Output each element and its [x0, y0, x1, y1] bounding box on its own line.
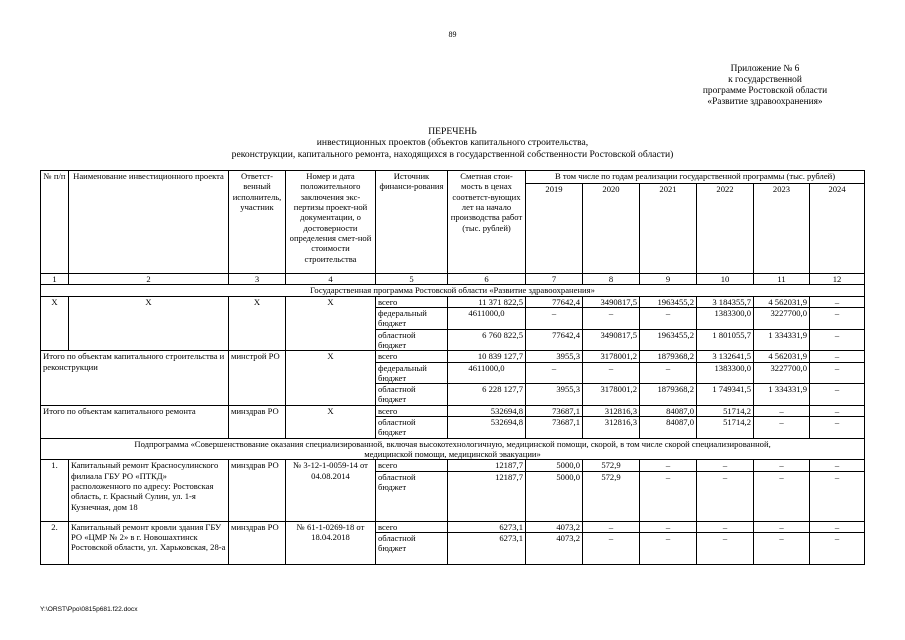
- cell-cost: 6 228 127,7: [448, 384, 526, 406]
- cell-value: 1963455,2: [640, 296, 697, 307]
- cell-source: всего: [376, 296, 448, 307]
- cell-value: –: [640, 521, 697, 532]
- cell-value: 572,9: [583, 460, 640, 471]
- column-number: 4: [286, 274, 376, 285]
- cell-value: 77642,4: [526, 296, 583, 307]
- cell-value: 3227700,0: [754, 362, 810, 384]
- cell-responsible: минздрав РО: [229, 460, 286, 521]
- cell-value: 1 749341,5: [697, 384, 754, 406]
- cell-value: 312816,3: [583, 417, 640, 439]
- cell-cost: 532694,8: [448, 417, 526, 439]
- appendix-line: Приложение № 6: [730, 64, 800, 74]
- file-path-footer: Y:\ORST\Ppo\0815p681.f22.docx: [40, 606, 138, 613]
- program-title-row: [41, 285, 865, 296]
- cell-value: 1 801055,7: [697, 329, 754, 351]
- cell-source: областной бюджет: [376, 417, 448, 439]
- cell-value: 4073,2: [526, 521, 583, 532]
- column-number: 7: [526, 274, 583, 285]
- cell-no: Х: [41, 296, 69, 351]
- cell-value: –: [526, 362, 583, 384]
- cell-value: –: [810, 460, 865, 471]
- cell-value: –: [810, 329, 865, 351]
- cell-value: –: [640, 532, 697, 564]
- title-line: инвестиционных проектов (объектов капитального строительства,: [316, 137, 589, 149]
- cell-value: 84087,0: [640, 405, 697, 416]
- column-number: 3: [229, 274, 286, 285]
- cell-no: 1.: [41, 460, 69, 521]
- subprogram-title: Подпрограмма «Совершенствование оказания специализированной, включая высокотехнологичную, медицинской помощи, скорой, в том числе скорой специализированной, медицинской помощи, медицинской эвакуации»: [41, 438, 865, 460]
- cell-cost: 4611000,0: [448, 307, 526, 329]
- cell-value: –: [640, 460, 697, 471]
- cell-value: 1383300,0: [697, 362, 754, 384]
- cell-value: 51714,2: [697, 405, 754, 416]
- cell-value: 3490817,5: [583, 296, 640, 307]
- header-year: 2023: [754, 184, 810, 274]
- cell-source: областной бюджет: [376, 532, 448, 564]
- cell-value: –: [640, 362, 697, 384]
- cell-name: Капитальный ремонт кровли здания ГБУ РО «ЦМР № 2» в г. Новошахтинск Ростовской области, ул. Харьковская, 28-а: [69, 521, 229, 564]
- cell-value: –: [810, 384, 865, 406]
- cell-name: Капитальный ремонт Красносулинского филиала ГБУ РО «ПТКД» расположенного по адресу: Ростовская область, г. Красный Сулин, ул. 1-я Кузнечная, дом 18: [69, 460, 229, 521]
- projects-table: [40, 170, 865, 565]
- cell-value: 4 562031,9: [754, 351, 810, 362]
- cell-source: всего: [376, 351, 448, 362]
- cell-value: –: [754, 405, 810, 416]
- header-responsible: Ответст-венный исполнитель, участник: [229, 171, 286, 274]
- cell-source: федеральный бюджет: [376, 362, 448, 384]
- appendix-line: «Развитие здравоохранения»: [707, 96, 823, 107]
- table-row: [41, 351, 865, 362]
- header-row: [41, 171, 865, 184]
- cell-expertise: Х: [286, 405, 376, 438]
- header-no: № п/п: [41, 171, 69, 274]
- cell-value: –: [754, 471, 810, 521]
- cell-value: 1879368,2: [640, 384, 697, 406]
- appendix-line: к государственной: [728, 74, 802, 85]
- cell-value: 77642,4: [526, 329, 583, 351]
- cell-value: –: [640, 307, 697, 329]
- cell-value: 3955,3: [526, 351, 583, 362]
- cell-value: –: [754, 417, 810, 439]
- cell-cost: 6273,1: [448, 532, 526, 564]
- cell-cost: 6273,1: [448, 521, 526, 532]
- table-row: [41, 521, 865, 532]
- cell-cost: 10 839 127,7: [448, 351, 526, 362]
- cell-value: 84087,0: [640, 417, 697, 439]
- cell-value: 3 184355,7: [697, 296, 754, 307]
- cell-source: федеральный бюджет: [376, 307, 448, 329]
- cell-value: 4073,2: [526, 532, 583, 564]
- table-row: [41, 296, 865, 307]
- cell-source: всего: [376, 405, 448, 416]
- cell-value: –: [754, 521, 810, 532]
- cell-value: –: [754, 532, 810, 564]
- cell-value: 3955,3: [526, 384, 583, 406]
- column-number: 9: [640, 274, 697, 285]
- title-line: реконструкции, капитального ремонта, находящихся в государственной собственности Ростовской области): [231, 148, 674, 160]
- total-capital-repair-label: Итого по объектам капитального ремонта: [41, 405, 229, 438]
- cell-source: областной бюджет: [376, 329, 448, 351]
- cell-value: –: [526, 307, 583, 329]
- header-year: 2020: [583, 184, 640, 274]
- subprogram-title-row: [41, 438, 865, 460]
- cell-value: 1879368,2: [640, 351, 697, 362]
- table-row: [41, 460, 865, 471]
- program-title: Государственная программа Ростовской области «Развитие здравоохранения»: [41, 285, 865, 296]
- header-year: 2019: [526, 184, 583, 274]
- cell-value: –: [697, 521, 754, 532]
- cell-no: 2.: [41, 521, 69, 564]
- cell-value: –: [697, 532, 754, 564]
- column-number: 2: [69, 274, 229, 285]
- cell-value: –: [697, 460, 754, 471]
- header-year: 2024: [810, 184, 865, 274]
- column-number: 12: [810, 274, 865, 285]
- column-numbers-row: [41, 274, 865, 285]
- cell-value: 1383300,0: [697, 307, 754, 329]
- cell-value: 1 334331,9: [754, 384, 810, 406]
- column-number: 10: [697, 274, 754, 285]
- cell-cost: 12187,7: [448, 460, 526, 471]
- cell-responsible: Х: [229, 296, 286, 351]
- column-number: 8: [583, 274, 640, 285]
- cell-value: –: [810, 532, 865, 564]
- column-number: 1: [41, 274, 69, 285]
- cell-value: –: [697, 471, 754, 521]
- cell-cost: 12187,7: [448, 471, 526, 521]
- cell-value: 51714,2: [697, 417, 754, 439]
- header-year: 2021: [640, 184, 697, 274]
- cell-value: 73687,1: [526, 417, 583, 439]
- header-expertise: Номер и дата положительного заключения экс-пертизы проект-ной документации, о достоверности определения смет-ной стоимости строительства: [286, 171, 376, 274]
- cell-cost: 6 760 822,5: [448, 329, 526, 351]
- cell-cost: 532694,8: [448, 405, 526, 416]
- cell-value: 1 334331,9: [754, 329, 810, 351]
- cell-value: 3178001,2: [583, 384, 640, 406]
- document-title: [0, 126, 905, 160]
- header-cost: Сметная стои-мость в ценах соответст-вующих лет на начало производства работ (тыс. рублей): [448, 171, 526, 274]
- cell-value: 73687,1: [526, 405, 583, 416]
- cell-value: 3178001,2: [583, 351, 640, 362]
- cell-value: –: [810, 471, 865, 521]
- cell-value: –: [810, 417, 865, 439]
- cell-value: –: [583, 307, 640, 329]
- header-name: Наименование инвестиционного проекта: [69, 171, 229, 274]
- cell-responsible: минздрав РО: [229, 405, 286, 438]
- cell-value: 3227700,0: [754, 307, 810, 329]
- appendix-line: программе Ростовской области: [702, 85, 828, 96]
- cell-value: 312816,3: [583, 405, 640, 416]
- cell-cost: 4611000,0: [448, 362, 526, 384]
- cell-value: 3 132641,5: [697, 351, 754, 362]
- cell-value: –: [583, 521, 640, 532]
- page-number: 89: [448, 30, 457, 39]
- cell-value: –: [583, 362, 640, 384]
- cell-value: –: [810, 296, 865, 307]
- header-year: 2022: [697, 184, 754, 274]
- header-years-group: В том числе по годам реализации государственной программы (тыс. рублей): [526, 171, 865, 184]
- cell-value: –: [810, 521, 865, 532]
- cell-value: 5000,0: [526, 460, 583, 471]
- cell-source: всего: [376, 460, 448, 471]
- cell-value: 4 562031,9: [754, 296, 810, 307]
- table-row: [41, 405, 865, 416]
- cell-expertise: № 61-1-0269-18 от 18.04.2018: [286, 521, 376, 564]
- cell-value: –: [810, 351, 865, 362]
- column-number: 6: [448, 274, 526, 285]
- title-line: ПЕРЕЧЕНЬ: [428, 126, 477, 137]
- cell-value: –: [810, 362, 865, 384]
- cell-value: –: [810, 405, 865, 416]
- cell-source: областной бюджет: [376, 471, 448, 521]
- cell-name: Х: [69, 296, 229, 351]
- cell-value: 572,9: [583, 471, 640, 521]
- cell-value: –: [583, 532, 640, 564]
- cell-expertise: Х: [286, 351, 376, 406]
- header-source: Источник финанси-рования: [376, 171, 448, 274]
- column-number: 5: [376, 274, 448, 285]
- cell-responsible: минздрав РО: [229, 521, 286, 564]
- cell-value: 3490817,5: [583, 329, 640, 351]
- cell-value: 5000,0: [526, 471, 583, 521]
- cell-expertise: № 3-12-1-0059-14 от 04.08.2014: [286, 460, 376, 521]
- cell-value: –: [754, 460, 810, 471]
- cell-value: –: [810, 307, 865, 329]
- cell-cost: 11 371 822,5: [448, 296, 526, 307]
- cell-responsible: минстрой РО: [229, 351, 286, 406]
- appendix-note: [666, 64, 864, 108]
- cell-source: областной бюджет: [376, 384, 448, 406]
- total-capital-construction-label: Итого по объектам капитального строительства и реконструкции: [41, 351, 229, 406]
- cell-expertise: Х: [286, 296, 376, 351]
- column-number: 11: [754, 274, 810, 285]
- cell-value: 1963455,2: [640, 329, 697, 351]
- cell-source: всего: [376, 521, 448, 532]
- cell-value: –: [640, 471, 697, 521]
